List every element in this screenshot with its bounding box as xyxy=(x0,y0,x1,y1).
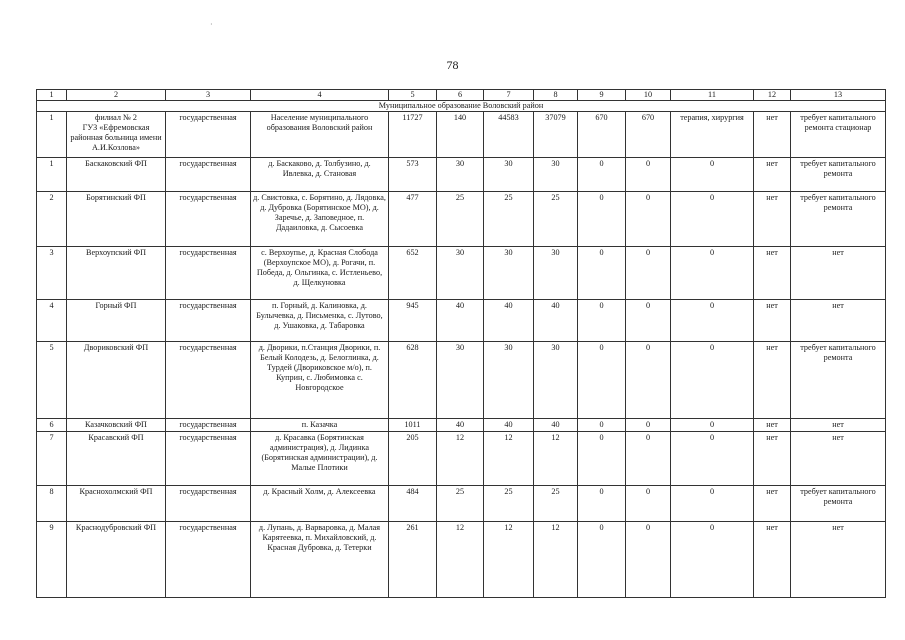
table-cell: д. Дворики, п.Станция Дворики, п. Белый Колодезь, д. Белоглинка, д. Турдей (Двориковское м/о), п. Куприн, с. Любимовка с. Новгородское xyxy=(251,342,389,419)
table-cell: государственная xyxy=(166,300,251,342)
table-cell: государственная xyxy=(166,419,251,432)
table-cell: 1 xyxy=(37,158,67,192)
table-cell: 0 xyxy=(578,522,626,598)
table-cell: 0 xyxy=(626,247,671,300)
table-cell: 37079 xyxy=(534,112,578,158)
column-number: 13 xyxy=(791,90,886,101)
table-cell: 0 xyxy=(671,522,754,598)
table-cell: 12 xyxy=(484,432,534,486)
table-cell: 1011 xyxy=(389,419,437,432)
facilities-table-wrap xyxy=(36,89,886,598)
table-cell: 628 xyxy=(389,342,437,419)
table-cell: п. Горный, д. Калиновка, д. Булычевка, д. Письменка, с. Лутово, д. Ушаковка, д. Табаровка xyxy=(251,300,389,342)
table-cell: 12 xyxy=(437,432,484,486)
table-cell: 40 xyxy=(534,419,578,432)
table-cell: нет xyxy=(754,300,791,342)
table-cell: терапия, хирургия xyxy=(671,112,754,158)
table-cell: 205 xyxy=(389,432,437,486)
table-cell: государственная xyxy=(166,112,251,158)
column-number: 10 xyxy=(626,90,671,101)
table-cell: 40 xyxy=(534,300,578,342)
table-cell: 0 xyxy=(671,486,754,522)
table-cell: 25 xyxy=(484,192,534,247)
table-cell: Краснохолмский ФП xyxy=(67,486,166,522)
table-cell: 0 xyxy=(626,486,671,522)
table-cell: д. Свистовка, с. Борятино, д. Лядовка, д. Дубровка (Борятинское МО), д. Заречье, д. Заповедное, п. Дадаиловка, д. Сысоевка xyxy=(251,192,389,247)
table-cell: нет xyxy=(754,192,791,247)
table-row xyxy=(37,432,886,486)
table-cell: 12 xyxy=(534,432,578,486)
table-cell: с. Верхоупье, д. Красная Слобода (Верхоупское МО), д. Рогачи, п. Победа, д. Ольгинка, с. Истленьево, д. Щелкуновка xyxy=(251,247,389,300)
table-cell: 0 xyxy=(578,158,626,192)
table-cell: 30 xyxy=(437,158,484,192)
table-cell: 261 xyxy=(389,522,437,598)
table-cell: нет xyxy=(754,432,791,486)
table-cell: 0 xyxy=(626,342,671,419)
table-cell: требует капитального ремонта стационар xyxy=(791,112,886,158)
table-cell: государственная xyxy=(166,192,251,247)
table-cell: 0 xyxy=(671,247,754,300)
table-cell: государственная xyxy=(166,247,251,300)
column-number: 9 xyxy=(578,90,626,101)
column-number: 4 xyxy=(251,90,389,101)
table-cell: 0 xyxy=(671,192,754,247)
scan-mark: · xyxy=(210,20,213,29)
table-row xyxy=(37,522,886,598)
table-cell: 0 xyxy=(578,192,626,247)
table-row xyxy=(37,158,886,192)
table-cell: 0 xyxy=(578,419,626,432)
table-cell: нет xyxy=(754,419,791,432)
table-cell: 0 xyxy=(626,419,671,432)
table-cell: Борятинский ФП xyxy=(67,192,166,247)
column-number: 1 xyxy=(37,90,67,101)
table-cell: Казачковский ФП xyxy=(67,419,166,432)
table-cell: 25 xyxy=(437,192,484,247)
table-cell: 30 xyxy=(484,342,534,419)
table-cell: требует капитального ремонта xyxy=(791,486,886,522)
table-row xyxy=(37,342,886,419)
table-cell: 12 xyxy=(437,522,484,598)
table-cell: д. Лупань, д. Варваровка, д. Малая Карятеевка, п. Михайловский, д. Красная Дубровка, д. Тетерки xyxy=(251,522,389,598)
table-cell: 140 xyxy=(437,112,484,158)
table-cell: 30 xyxy=(534,158,578,192)
table-cell: 484 xyxy=(389,486,437,522)
table-cell: 25 xyxy=(484,486,534,522)
table-cell: 25 xyxy=(437,486,484,522)
table-cell: требует капитального ремонта xyxy=(791,158,886,192)
table-cell: государственная xyxy=(166,342,251,419)
table-cell: 4 xyxy=(37,300,67,342)
column-number: 7 xyxy=(484,90,534,101)
table-cell: 0 xyxy=(578,342,626,419)
table-cell: 945 xyxy=(389,300,437,342)
column-number: 12 xyxy=(754,90,791,101)
table-cell: 0 xyxy=(626,432,671,486)
table-row xyxy=(37,486,886,522)
region-row xyxy=(37,101,886,112)
column-number: 11 xyxy=(671,90,754,101)
table-cell: д. Красный Холм, д. Алексеевка xyxy=(251,486,389,522)
table-cell: 11727 xyxy=(389,112,437,158)
table-cell: 0 xyxy=(578,247,626,300)
facilities-table xyxy=(36,89,886,598)
table-cell: 670 xyxy=(578,112,626,158)
table-cell: 0 xyxy=(626,158,671,192)
table-cell: 40 xyxy=(437,419,484,432)
table-cell: 0 xyxy=(671,419,754,432)
table-row xyxy=(37,419,886,432)
table-cell: филиал № 2 ГУЗ «Ефремовская районная больница имени А.И.Козлова» xyxy=(67,112,166,158)
table-cell: Краснодубровский ФП xyxy=(67,522,166,598)
table-cell: нет xyxy=(754,522,791,598)
table-cell: Горный ФП xyxy=(67,300,166,342)
table-row xyxy=(37,192,886,247)
table-cell: нет xyxy=(754,342,791,419)
table-cell: 1 xyxy=(37,112,67,158)
table-cell: нет xyxy=(754,158,791,192)
table-cell: Население муниципального образования Воловский район xyxy=(251,112,389,158)
table-cell: 3 xyxy=(37,247,67,300)
table-cell: 44583 xyxy=(484,112,534,158)
table-cell: Красавский ФП xyxy=(67,432,166,486)
table-row xyxy=(37,247,886,300)
table-cell: 9 xyxy=(37,522,67,598)
column-number: 6 xyxy=(437,90,484,101)
table-cell: 12 xyxy=(484,522,534,598)
table-cell: 477 xyxy=(389,192,437,247)
table-cell: 0 xyxy=(671,300,754,342)
table-cell: нет xyxy=(791,419,886,432)
table-cell: 573 xyxy=(389,158,437,192)
table-cell: Верхоупский ФП xyxy=(67,247,166,300)
table-cell: 25 xyxy=(534,192,578,247)
table-cell: 6 xyxy=(37,419,67,432)
table-cell: 30 xyxy=(534,342,578,419)
table-cell: д. Баскаково, д. Толбузино, д. Ивлевка, д. Становая xyxy=(251,158,389,192)
table-cell: 30 xyxy=(534,247,578,300)
table-cell: 0 xyxy=(671,432,754,486)
table-cell: п. Казачка xyxy=(251,419,389,432)
table-cell: 40 xyxy=(437,300,484,342)
table-cell: нет xyxy=(754,247,791,300)
table-cell: 5 xyxy=(37,342,67,419)
column-number: 3 xyxy=(166,90,251,101)
table-cell: нет xyxy=(791,522,886,598)
table-cell: 652 xyxy=(389,247,437,300)
table-cell: 0 xyxy=(626,192,671,247)
table-cell: требует капитального ремонта xyxy=(791,342,886,419)
table-cell: 0 xyxy=(626,300,671,342)
table-cell: 8 xyxy=(37,486,67,522)
table-cell: 0 xyxy=(578,432,626,486)
table-cell: 30 xyxy=(484,247,534,300)
table-cell: государственная xyxy=(166,158,251,192)
table-cell: требует капитального ремонта xyxy=(791,192,886,247)
table-cell: 0 xyxy=(578,486,626,522)
column-number: 5 xyxy=(389,90,437,101)
table-row xyxy=(37,300,886,342)
table-cell: нет xyxy=(791,300,886,342)
table-cell: 0 xyxy=(671,342,754,419)
table-cell: государственная xyxy=(166,522,251,598)
table-cell: 30 xyxy=(484,158,534,192)
table-cell: государственная xyxy=(166,432,251,486)
table-cell: 2 xyxy=(37,192,67,247)
table-cell: 40 xyxy=(484,419,534,432)
table-cell: нет xyxy=(791,247,886,300)
table-cell: 0 xyxy=(626,522,671,598)
table-cell: нет xyxy=(791,432,886,486)
page-number: 78 xyxy=(446,58,459,72)
column-number: 2 xyxy=(67,90,166,101)
table-cell: 670 xyxy=(626,112,671,158)
table-cell: 40 xyxy=(484,300,534,342)
table-cell: д. Красавка (Борятинская администрация), д. Лидинка (Борятинская администрации), д. Малые Плотики xyxy=(251,432,389,486)
table-cell: 0 xyxy=(671,158,754,192)
table-cell: 30 xyxy=(437,342,484,419)
region-title: Муниципальное образование Воловский район xyxy=(37,101,886,112)
table-cell: нет xyxy=(754,112,791,158)
table-cell: государственная xyxy=(166,486,251,522)
table-cell: Баскаковский ФП xyxy=(67,158,166,192)
table-cell: 25 xyxy=(534,486,578,522)
table-cell: Двориковский ФП xyxy=(67,342,166,419)
table-cell: 7 xyxy=(37,432,67,486)
column-number: 8 xyxy=(534,90,578,101)
table-cell: нет xyxy=(754,486,791,522)
table-cell: 30 xyxy=(437,247,484,300)
table-cell: 0 xyxy=(578,300,626,342)
table-row xyxy=(37,112,886,158)
column-number-row xyxy=(37,90,886,101)
table-cell: 12 xyxy=(534,522,578,598)
